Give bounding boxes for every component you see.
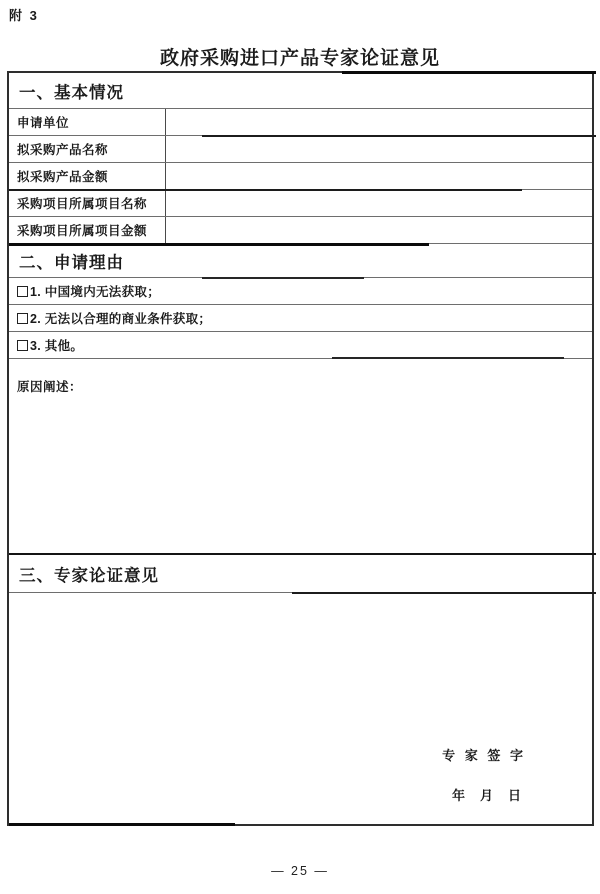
- reason-statement-cell[interactable]: [9, 359, 592, 555]
- reason-row-2: [9, 305, 592, 332]
- section-heading-expert-opinion: 三、专家论证意见: [9, 555, 592, 593]
- field-value-project-name[interactable]: [166, 190, 592, 216]
- table-row: [9, 190, 592, 217]
- reason-2-label: 2. 无法以合理的商业条件获取；: [30, 312, 212, 326]
- field-value-product-name[interactable]: [166, 136, 592, 162]
- page-number: — 25 —: [271, 864, 329, 878]
- section-heading-basic-info: 一、基本情况: [9, 73, 592, 109]
- expert-opinion-cell[interactable]: [9, 593, 592, 824]
- table-row: [9, 163, 592, 190]
- field-value-applicant-unit[interactable]: [166, 109, 592, 135]
- table-row: [9, 136, 592, 163]
- page-title: 政府采购进口产品专家论证意见: [159, 48, 440, 69]
- table-row: [9, 109, 592, 136]
- reason-1-label: 1. 中国境内无法获取；: [30, 285, 160, 299]
- table-row: [9, 217, 592, 244]
- field-label-product-amount: 拟采购产品金额: [9, 163, 166, 189]
- attachment-label: 附 3: [9, 8, 39, 23]
- field-value-product-amount[interactable]: [166, 163, 592, 189]
- reason-statement-label: 原因阐述：: [17, 380, 83, 394]
- date-label: 年 月 日: [451, 788, 522, 803]
- field-label-project-amount: 采购项目所属项目金额: [9, 217, 166, 243]
- field-label-project-name: 采购项目所属项目名称: [9, 190, 166, 216]
- reason-3-checkbox[interactable]: [17, 340, 28, 351]
- field-label-applicant-unit: 申请单位: [9, 109, 166, 135]
- reason-3-label: 3. 其他。: [30, 339, 84, 353]
- expert-signature-label: 专 家 签 字: [442, 748, 526, 763]
- field-label-product-name: 拟采购产品名称: [9, 136, 166, 162]
- section-heading-application-reason: 二、申请理由: [9, 244, 592, 278]
- form-table: [7, 71, 594, 826]
- reason-row-3: [9, 332, 592, 359]
- reason-row-1: [9, 278, 592, 305]
- reason-2-checkbox[interactable]: [17, 313, 28, 324]
- field-value-project-amount[interactable]: [166, 217, 592, 243]
- reason-1-checkbox[interactable]: [17, 286, 28, 297]
